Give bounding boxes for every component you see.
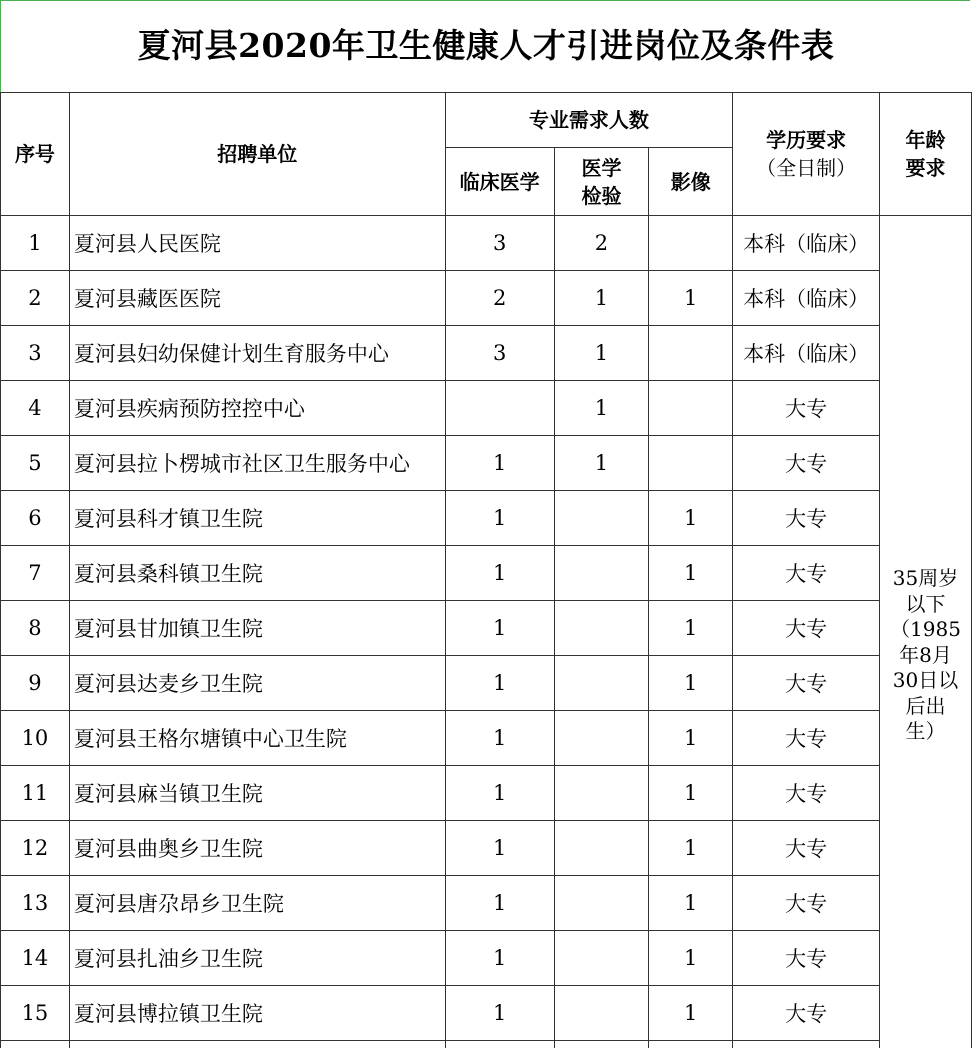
cell-clinical: 1 [445,491,554,546]
cell-imaging: 1 [649,656,733,711]
age-requirement-line: 35周岁 [892,566,959,591]
cell-education: 大专 [733,876,880,931]
cell-education: 大专 [733,656,880,711]
table-row [1,931,972,986]
cell-lab [554,876,649,931]
cell-unit: 夏河县拉卜楞城市社区卫生服务中心 [69,436,445,491]
table-row [1,381,972,436]
cell-clinical: 1 [445,546,554,601]
cell-imaging: 1 [649,931,733,986]
cell-lab: 2 [554,216,649,271]
cell-imaging [649,381,733,436]
empty-cell [69,1041,445,1048]
cell-imaging [649,216,733,271]
cell-lab: 1 [554,326,649,381]
header-education [733,93,880,216]
header-lab-line2: 检验 [581,183,622,208]
cell-lab: 1 [554,271,649,326]
table-row-continuation [1,1041,972,1048]
cell-imaging: 1 [649,271,733,326]
age-requirement-line: 年8月 [899,642,952,667]
cell-education: 大专 [733,436,880,491]
cell-seq: 7 [1,546,70,601]
cell-clinical: 1 [445,711,554,766]
cell-unit: 夏河县甘加镇卫生院 [69,601,445,656]
cell-clinical: 1 [445,656,554,711]
table-row [1,216,972,271]
cell-seq: 13 [1,876,70,931]
cell-lab: 1 [554,436,649,491]
cell-education: 大专 [733,931,880,986]
cell-seq: 14 [1,931,70,986]
cell-unit: 夏河县人民医院 [69,216,445,271]
table-row [1,766,972,821]
header-age [880,93,972,216]
header-row-1 [1,93,972,148]
cell-age-requirement [880,216,972,1048]
cell-clinical: 1 [445,986,554,1041]
cell-imaging: 1 [649,601,733,656]
cell-seq: 11 [1,766,70,821]
cell-unit: 夏河县麻当镇卫生院 [69,766,445,821]
cell-seq: 9 [1,656,70,711]
cell-clinical: 1 [445,436,554,491]
age-requirement-line: 后出 [905,693,946,718]
cell-lab [554,766,649,821]
cell-unit: 夏河县王格尔塘镇中心卫生院 [69,711,445,766]
cell-unit: 夏河县唐尕昂乡卫生院 [69,876,445,931]
header-education-line1: 学历要求 [766,128,847,152]
cell-imaging: 1 [649,766,733,821]
cell-seq: 12 [1,821,70,876]
cell-lab [554,546,649,601]
table-row [1,601,972,656]
cell-unit: 夏河县藏医医院 [69,271,445,326]
cell-unit: 夏河县达麦乡卫生院 [69,656,445,711]
cell-clinical: 1 [445,766,554,821]
table-row [1,656,972,711]
cell-seq: 5 [1,436,70,491]
cell-unit: 夏河县曲奥乡卫生院 [69,821,445,876]
cell-unit: 夏河县妇幼保健计划生育服务中心 [69,326,445,381]
cell-education: 本科（临床） [733,216,880,271]
page-title: 夏河县2020年卫生健康人才引进岗位及条件表 [137,26,835,65]
table-row [1,711,972,766]
cell-seq: 6 [1,491,70,546]
header-major-demand: 专业需求人数 [445,93,732,148]
table-row [1,546,972,601]
cell-seq: 15 [1,986,70,1041]
empty-cell [554,1041,649,1048]
cell-education: 本科（临床） [733,271,880,326]
header-seq: 序号 [1,93,70,216]
cell-lab [554,931,649,986]
cell-education: 大专 [733,766,880,821]
cell-lab [554,821,649,876]
cell-clinical: 1 [445,931,554,986]
table-row [1,986,972,1041]
header-imaging: 影像 [649,148,733,216]
cell-education: 大专 [733,546,880,601]
table-row [1,271,972,326]
cell-unit: 夏河县扎油乡卫生院 [69,931,445,986]
cell-lab [554,986,649,1041]
cell-imaging: 1 [649,876,733,931]
cell-clinical: 1 [445,821,554,876]
cell-education: 大专 [733,491,880,546]
cell-imaging: 1 [649,986,733,1041]
cell-education: 大专 [733,821,880,876]
empty-cell [649,1041,733,1048]
cell-imaging: 1 [649,821,733,876]
cell-education: 大专 [733,711,880,766]
cell-imaging: 1 [649,711,733,766]
cell-seq: 3 [1,326,70,381]
cell-seq: 4 [1,381,70,436]
cell-unit: 夏河县疾病预防控控中心 [69,381,445,436]
cell-imaging: 1 [649,546,733,601]
cell-clinical: 1 [445,876,554,931]
cell-seq: 10 [1,711,70,766]
empty-cell [445,1041,554,1048]
table-row [1,821,972,876]
cell-seq: 8 [1,601,70,656]
cell-lab [554,656,649,711]
age-requirement-line: （1985 [890,617,961,642]
cell-lab: 1 [554,381,649,436]
table-row [1,436,972,491]
cell-education: 大专 [733,381,880,436]
age-requirement-line: 生） [905,719,946,744]
cell-lab [554,491,649,546]
header-age-line1: 年龄 [905,128,946,152]
header-clinical: 临床医学 [445,148,554,216]
table-row [1,876,972,931]
header-unit: 招聘单位 [69,93,445,216]
cell-lab [554,711,649,766]
table-row [1,491,972,546]
cell-unit: 夏河县博拉镇卫生院 [69,986,445,1041]
cell-education: 本科（临床） [733,326,880,381]
recruitment-table [0,92,972,1048]
age-requirement-line: 30日以 [892,668,959,693]
header-lab [554,148,649,216]
cell-seq: 1 [1,216,70,271]
cell-unit: 夏河县科才镇卫生院 [69,491,445,546]
cell-education: 大专 [733,601,880,656]
cell-clinical: 3 [445,326,554,381]
cell-clinical: 2 [445,271,554,326]
cell-clinical: 3 [445,216,554,271]
header-lab-line1: 医学 [581,155,622,180]
cell-unit: 夏河县桑科镇卫生院 [69,546,445,601]
header-education-line2: （全日制） [756,156,857,180]
empty-cell [733,1041,880,1048]
empty-cell [1,1041,70,1048]
cell-clinical [445,381,554,436]
cell-imaging [649,436,733,491]
cell-imaging [649,326,733,381]
cell-lab [554,601,649,656]
cell-clinical: 1 [445,601,554,656]
age-requirement-line: 以下 [905,591,946,616]
header-age-line2: 要求 [905,156,946,180]
cell-education: 大专 [733,986,880,1041]
cell-imaging: 1 [649,491,733,546]
table-row [1,326,972,381]
cell-seq: 2 [1,271,70,326]
